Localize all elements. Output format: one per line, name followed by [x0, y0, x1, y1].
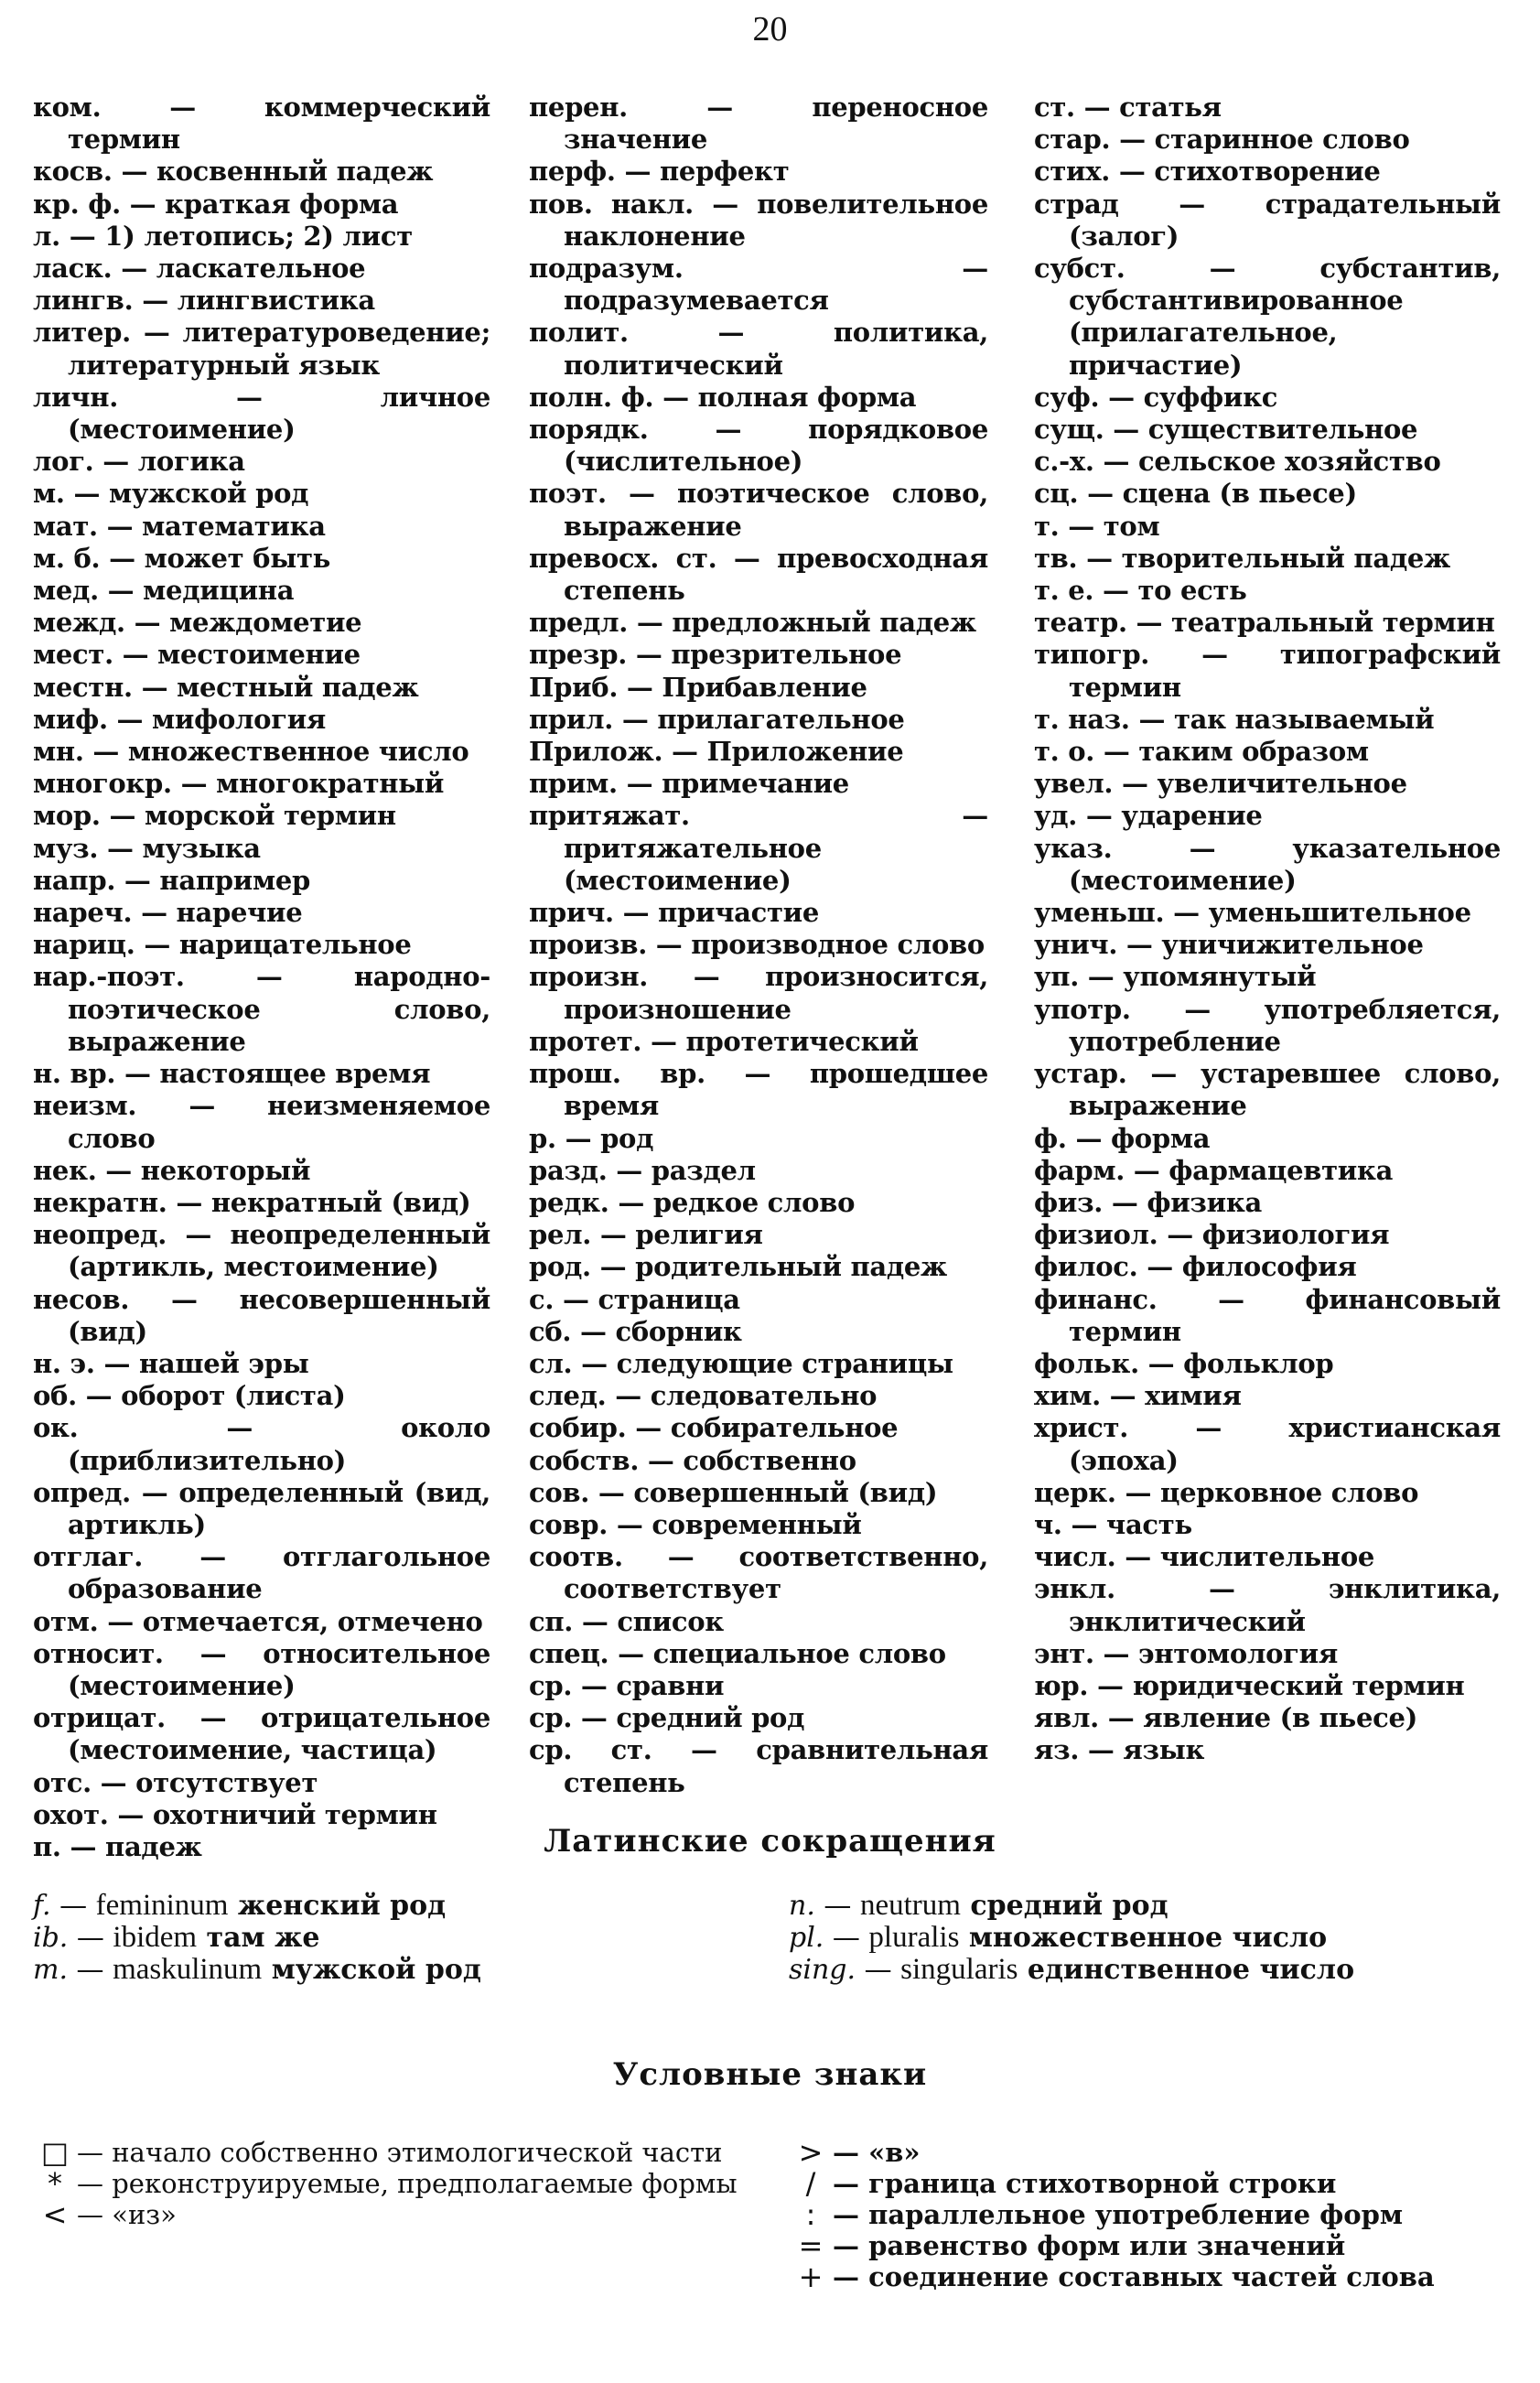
abbreviation-entry: юр. — юридический термин — [1034, 1669, 1465, 1701]
abbreviation-entry: напр. — например — [33, 864, 310, 896]
abbreviation-entry: м. — мужской род — [33, 478, 309, 510]
latin-meaning: женский род — [237, 1890, 447, 1922]
abbreviation-entry: предл. — предложный падеж — [529, 607, 976, 639]
abbreviation-entry: опред. — определенный (вид, артикль) — [33, 1476, 490, 1540]
abbreviation-entry: стих. — стихотворение — [1034, 156, 1381, 188]
latin-abbr: f. — [33, 1890, 51, 1922]
abbreviation-entry: сл. — следующие страницы — [529, 1347, 953, 1379]
abbreviation-entry: ср. — сравни — [529, 1669, 725, 1701]
sign-entry — [789, 2137, 1512, 2168]
latin-word: pluralis — [868, 1921, 960, 1954]
abbreviation-entry: протет. — протетический — [529, 1025, 919, 1057]
latin-meaning: множественное число — [968, 1922, 1328, 1954]
abbreviation-entry: ст. — статья — [1034, 92, 1222, 123]
sign-description: — равенство форм или значений — [833, 2230, 1346, 2261]
abbreviation-entry: энт. — энтомология — [1034, 1637, 1338, 1669]
abbreviation-entry: подразум. — подразумевается — [529, 253, 988, 317]
latin-list-right — [789, 1890, 1521, 1986]
abbreviation-entry: фольк. — фольклор — [1034, 1347, 1334, 1379]
sign-symbol: / — [805, 2166, 816, 2201]
sign-symbol: : — [805, 2197, 816, 2232]
abbreviation-entry: л. — 1) летопись; 2) лист — [33, 220, 413, 252]
abbreviation-entry: ч. — часть — [1034, 1508, 1192, 1540]
abbreviation-entry: христ. — христианская (эпоха) — [1034, 1412, 1501, 1476]
abbreviation-column-3 — [1034, 92, 1501, 1767]
abbreviation-entry: презр. — презрительное — [529, 639, 902, 671]
abbreviation-entry: уменьш. — уменьшительное — [1034, 897, 1471, 929]
abbreviation-entry: охот. — охотничий термин — [33, 1798, 437, 1830]
abbreviation-entry: мед. — медицина — [33, 575, 295, 607]
page-number: 20 — [752, 10, 788, 49]
abbreviation-entry: страд — страдательный (залог) — [1034, 188, 1501, 252]
latin-abbr: n. — [789, 1890, 815, 1922]
latin-abbr: m. — [33, 1954, 68, 1986]
latin-word: ibidem — [113, 1921, 198, 1954]
abbreviation-entry: н. э. — нашей эры — [33, 1347, 309, 1379]
abbreviation-entry: перен. — переносное значение — [529, 92, 988, 156]
abbreviation-entry: ср. — средний род — [529, 1702, 805, 1734]
latin-entry: pl. — pluralis множественное число — [789, 1921, 1328, 1954]
sign-description: — «в» — [833, 2137, 921, 2168]
abbreviation-entry: тв. — творительный падеж — [1034, 542, 1450, 574]
latin-entry: m. — maskulinum мужской род — [33, 1953, 481, 1986]
abbreviation-entry: прич. — причастие — [529, 897, 820, 929]
abbreviation-entry: отм. — отмечается, отмечено — [33, 1605, 483, 1637]
abbreviation-entry: употр. — употребляется, употребление — [1034, 993, 1501, 1057]
abbreviation-entry: ок. — около (приблизительно) — [33, 1412, 490, 1476]
abbreviation-entry: притяжат. — притяжательное (местоимение) — [529, 800, 988, 896]
abbreviation-entry: мат. — математика — [33, 510, 326, 542]
abbreviation-entry: церк. — церковное слово — [1034, 1476, 1419, 1508]
abbreviation-entry: указ. — указательное (местоимение) — [1034, 832, 1501, 896]
abbreviation-entry: некратн. — некратный (вид) — [33, 1186, 471, 1218]
abbreviation-entry: спец. — специальное слово — [529, 1637, 946, 1669]
abbreviation-entry: т. о. — таким образом — [1034, 736, 1369, 768]
abbreviation-entry: субст. — субстантив, субстантивированное (прилагательное, причастие) — [1034, 253, 1501, 381]
abbreviation-entry: отс. — отсутствует — [33, 1766, 318, 1798]
sign-entry — [33, 2137, 747, 2168]
abbreviation-entry: межд. — междометие — [33, 607, 362, 639]
abbreviation-entry: стар. — старинное слово — [1034, 124, 1410, 156]
sign-description: — начало собственно этимологической части — [77, 2137, 723, 2168]
abbreviation-entry: суф. — суффикс — [1034, 381, 1278, 413]
sign-description: — «из» — [77, 2199, 177, 2230]
abbreviation-column-2 — [529, 92, 988, 1799]
abbreviation-entry: личн. — личное (местоимение) — [33, 381, 490, 446]
abbreviation-entry: филос. — философия — [1034, 1251, 1357, 1283]
latin-abbr: ib. — [33, 1922, 69, 1954]
abbreviation-entry: местн. — местный падеж — [33, 671, 419, 703]
abbreviation-entry: нариц. — нарицательное — [33, 929, 412, 961]
sign-symbol: + — [798, 2259, 824, 2294]
abbreviation-entry: нар.-поэт. — народно-поэтическое слово, выражение — [33, 961, 490, 1057]
latin-entry: f. — femininum женский род — [33, 1889, 447, 1922]
latin-abbr: sing. — [789, 1954, 856, 1986]
sign-entry — [33, 2199, 747, 2230]
sign-symbol: □ — [40, 2135, 70, 2170]
abbreviation-entry: увел. — увеличительное — [1034, 768, 1407, 800]
abbreviation-entry: след. — следовательно — [529, 1380, 878, 1412]
abbreviation-entry: финанс. — финансовый термин — [1034, 1283, 1501, 1347]
abbreviation-entry: мн. — множественное число — [33, 736, 469, 768]
sign-description: — реконструируемые, предполагаемые формы — [77, 2168, 738, 2199]
abbreviation-entry: произв. — производное слово — [529, 929, 985, 961]
latin-word: neutrum — [859, 1889, 961, 1922]
abbreviation-entry: с. — страница — [529, 1283, 740, 1315]
abbreviation-entry: многокр. — многократный — [33, 768, 445, 800]
abbreviation-entry: совр. — современный — [529, 1508, 862, 1540]
latin-entry: ib. — ibidem там же — [33, 1921, 320, 1954]
abbreviation-entry: энкл. — энклитика, энклитический — [1034, 1573, 1501, 1637]
sign-entry — [789, 2199, 1512, 2230]
abbreviation-entry: об. — оборот (листа) — [33, 1380, 346, 1412]
abbreviation-entry: рел. — религия — [529, 1219, 763, 1251]
abbreviation-entry: муз. — музыка — [33, 832, 261, 864]
abbreviation-entry: несов. — несовершенный (вид) — [33, 1283, 490, 1347]
latin-meaning: мужской род — [271, 1954, 481, 1986]
sign-description: — соединение составных частей слова — [833, 2261, 1435, 2292]
abbreviation-entry: ласк. — ласкательное — [33, 253, 366, 285]
sign-entry — [789, 2261, 1512, 2292]
abbreviation-entry: кр. ф. — краткая форма — [33, 188, 399, 220]
latin-meaning: единственное число — [1027, 1954, 1355, 1986]
abbreviation-entry: прил. — прилагательное — [529, 703, 905, 735]
latin-entry: n. — neutrum средний род — [789, 1889, 1168, 1922]
abbreviation-entry: мор. — морской термин — [33, 800, 396, 832]
abbreviation-entry: типогр. — типографский термин — [1034, 639, 1501, 703]
abbreviation-entry: п. — падеж — [33, 1830, 202, 1862]
abbreviation-entry: перф. — перфект — [529, 156, 790, 188]
abbreviation-entry: собир. — собирательное — [529, 1412, 899, 1444]
abbreviation-entry: произн. — произносится, произношение — [529, 961, 988, 1025]
abbreviation-entry: уп. — упомянутый — [1034, 961, 1317, 993]
abbreviation-entry: ср. ст. — сравнительная степень — [529, 1734, 988, 1798]
abbreviation-entry: физиол. — физиология — [1034, 1219, 1390, 1251]
abbreviation-entry: т. — том — [1034, 510, 1160, 542]
sign-symbol: > — [798, 2135, 824, 2170]
abbreviation-entry: лог. — логика — [33, 446, 245, 478]
abbreviation-entry: косв. — косвенный падеж — [33, 156, 434, 188]
abbreviation-entry: неопред. — неопределенный (артикль, местоимение) — [33, 1219, 490, 1283]
abbreviation-entry: полит. — политика, политический — [529, 317, 988, 381]
abbreviation-entry: сущ. — существительное — [1034, 414, 1418, 446]
abbreviation-entry: сц. — сцена (в пьесе) — [1034, 478, 1357, 510]
abbreviation-entry: нек. — некоторый — [33, 1154, 311, 1186]
abbreviation-entry: лингв. — лингвистика — [33, 285, 375, 317]
latin-meaning: там же — [206, 1922, 320, 1954]
latin-abbr: pl. — [789, 1922, 824, 1954]
abbreviation-entry: сб. — сборник — [529, 1315, 742, 1347]
abbreviation-entry: миф. — мифология — [33, 703, 327, 735]
sign-symbol: < — [42, 2197, 68, 2232]
latin-meaning: средний род — [970, 1890, 1168, 1922]
abbreviation-entry: соотв. — соответственно, соответствует — [529, 1541, 988, 1605]
abbreviation-entry: неизм. — неизменяемое слово — [33, 1090, 490, 1154]
latin-list-left — [33, 1890, 728, 1986]
abbreviation-entry: пов. накл. — повелительное наклонение — [529, 188, 988, 252]
signs-list-left — [33, 2137, 747, 2230]
latin-entry: sing. — singularis единственное число — [789, 1953, 1355, 1986]
abbreviation-entry: физ. — физика — [1034, 1186, 1262, 1218]
abbreviation-entry: унич. — уничижительное — [1034, 929, 1424, 961]
abbreviation-entry: род. — родительный падеж — [529, 1251, 948, 1283]
abbreviation-entry: отглаг. — отглагольное образование — [33, 1541, 490, 1605]
sign-description: — граница стихотворной строки — [833, 2168, 1337, 2199]
sign-entry — [789, 2168, 1512, 2199]
abbreviation-entry: уд. — ударение — [1034, 800, 1263, 832]
sign-symbol: = — [798, 2228, 824, 2263]
abbreviation-entry: отрицат. — отрицательное (местоимение, частица) — [33, 1702, 490, 1766]
abbreviation-entry: литер. — литературоведение; литературный язык — [33, 317, 490, 381]
abbreviation-entry: порядк. — порядковое (числительное) — [529, 414, 988, 478]
latin-word: femininum — [95, 1889, 229, 1922]
sign-symbol: * — [48, 2166, 62, 2201]
abbreviation-entry: устар. — устаревшее слово, выражение — [1034, 1058, 1501, 1122]
abbreviation-entry: ф. — форма — [1034, 1122, 1211, 1154]
abbreviation-entry: т. е. — то есть — [1034, 575, 1247, 607]
abbreviation-entry: числ. — числительное — [1034, 1541, 1375, 1573]
abbreviation-entry: хим. — химия — [1034, 1380, 1242, 1412]
abbreviation-entry: собств. — собственно — [529, 1444, 856, 1476]
abbreviation-entry: превосх. ст. — превосходная степень — [529, 542, 988, 607]
abbreviation-entry: Прилож. — Приложение — [529, 736, 904, 768]
abbreviation-entry: яз. — язык — [1034, 1734, 1205, 1766]
abbreviation-entry: нареч. — наречие — [33, 897, 303, 929]
abbreviation-column-1 — [33, 92, 490, 1863]
abbreviation-entry: сов. — совершенный (вид) — [529, 1476, 938, 1508]
abbreviation-entry: редк. — редкое слово — [529, 1186, 856, 1218]
conventional-signs-title: Условные знаки — [612, 2056, 928, 2093]
abbreviation-entry: явл. — явление (в пьесе) — [1034, 1702, 1418, 1734]
latin-word: singularis — [900, 1953, 1018, 1986]
abbreviation-entry: ком. — коммерческий термин — [33, 92, 490, 156]
abbreviation-entry: прош. вр. — прошедшее время — [529, 1058, 988, 1122]
abbreviation-entry: Приб. — Прибавление — [529, 671, 867, 703]
abbreviation-entry: т. наз. — так называемый — [1034, 703, 1435, 735]
abbreviation-entry: театр. — театральный термин — [1034, 607, 1495, 639]
abbreviation-entry: с.-х. — сельское хозяйство — [1034, 446, 1441, 478]
abbreviation-entry: относит. — относительное (местоимение) — [33, 1637, 490, 1701]
sign-description: — параллельное употребление форм — [833, 2199, 1404, 2230]
latin-abbreviations-title: Латинские сокращения — [544, 1823, 996, 1860]
abbreviation-entry: р. — род — [529, 1122, 654, 1154]
latin-word: maskulinum — [113, 1953, 263, 1986]
abbreviation-entry: сп. — список — [529, 1605, 724, 1637]
sign-entry — [33, 2168, 747, 2199]
abbreviation-entry: н. вр. — настоящее время — [33, 1058, 431, 1090]
abbreviation-entry: м. б. — может быть — [33, 542, 331, 574]
abbreviation-entry: мест. — местоимение — [33, 639, 361, 671]
abbreviation-entry: полн. ф. — полная форма — [529, 381, 917, 413]
abbreviation-entry: фарм. — фармацевтика — [1034, 1154, 1394, 1186]
signs-list-right — [789, 2137, 1512, 2292]
abbreviation-entry: разд. — раздел — [529, 1154, 756, 1186]
abbreviation-entry: поэт. — поэтическое слово, выражение — [529, 478, 988, 542]
abbreviation-entry: прим. — примечание — [529, 768, 849, 800]
sign-entry — [789, 2230, 1512, 2261]
